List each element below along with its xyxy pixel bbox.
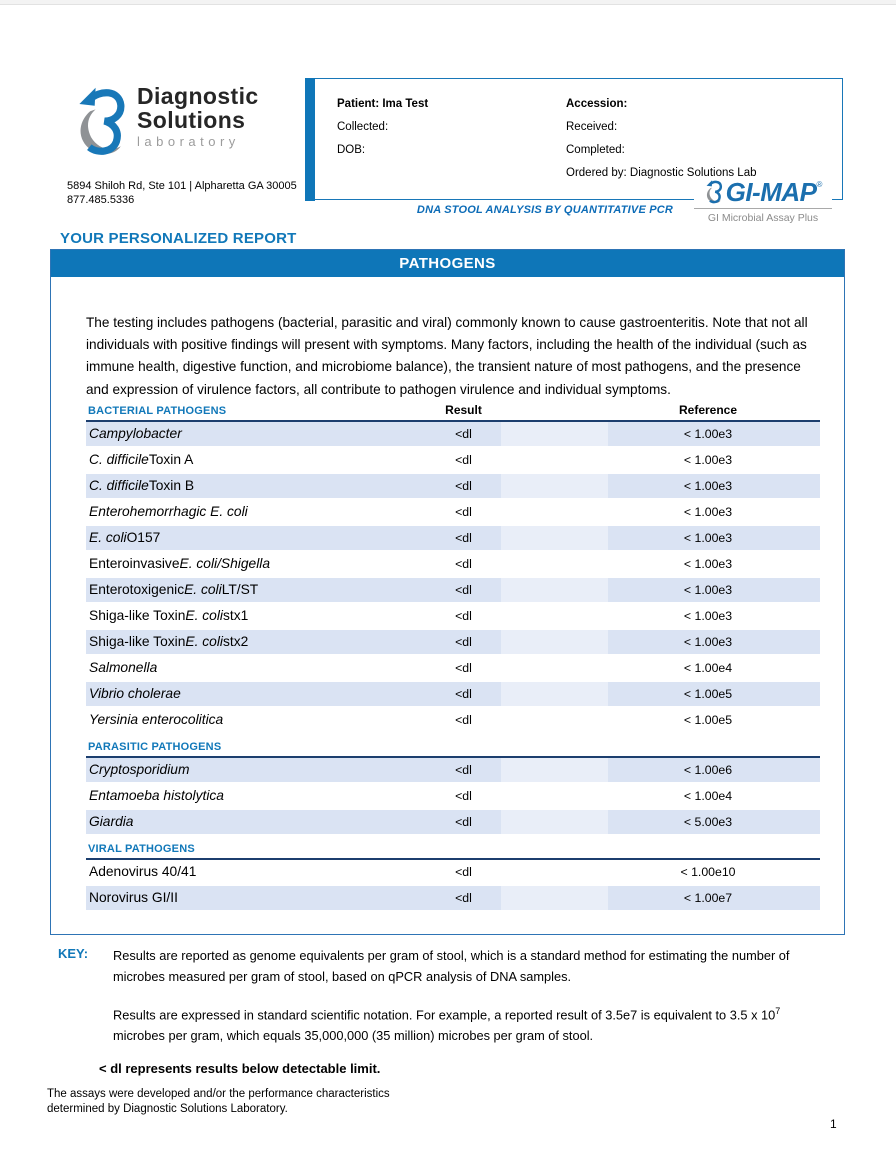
table-row: [86, 474, 820, 498]
row-spacer: [501, 758, 608, 782]
reference-value: < 1.00e3: [608, 630, 820, 654]
reference-value: < 1.00e10: [680, 864, 736, 879]
pathogen-name: Salmonella: [89, 660, 158, 676]
reference-value: < 1.00e3: [608, 578, 820, 602]
table-row: [86, 758, 820, 782]
pathogen-name: Campylobacter: [86, 422, 426, 446]
result-value: <dl: [455, 608, 472, 623]
pathogen-name: Adenovirus 40/41: [89, 864, 197, 880]
reference-value: < 1.00e5: [608, 682, 820, 706]
section-header: [86, 741, 820, 758]
section-label: PARASITIC PATHOGENS: [88, 740, 222, 753]
gimap-tagline: GI Microbial Assay Plus: [707, 212, 819, 224]
intro-paragraph: The testing includes pathogens (bacterial, parasitic and viral) commonly known to cause gastroenteritis. Note that not all individuals with positive findings will present with symptoms. Many factors, including the health of the individual (such as immune health, digestive function, and microbiome balance), the transient nature of most pathogens, and the presence and expression of virulence factors, all contribute to pathogen virulence and individual symptoms.: [86, 315, 808, 397]
result-value: <dl: [426, 630, 501, 654]
row-spacer: [501, 656, 608, 680]
panel-body: [51, 312, 844, 910]
accession-line: Accession:: [566, 98, 628, 110]
row-spacer: [501, 886, 608, 910]
reference-value: < 1.00e3: [683, 452, 733, 467]
logo-word-laboratory: laboratory: [137, 134, 240, 149]
result-value: <dl: [426, 810, 501, 834]
section-header: [86, 403, 820, 422]
table-row: [86, 860, 820, 884]
table-row: [86, 552, 820, 576]
page-title: YOUR PERSONALIZED REPORT: [60, 230, 297, 247]
row-spacer: [501, 682, 608, 706]
pathogen-name: C. difficile Toxin A: [89, 452, 194, 468]
result-value: <dl: [455, 452, 472, 467]
table-row: [86, 784, 820, 808]
key-paragraph-2: Results are expressed in standard scientific notation. For example, a reported result of 3.5e7 is equivalent to 3.5 x $10^7$ microbes per gram, which equals 35,000,000 (35 million) microbes per gram of stool.: [113, 1006, 781, 1043]
row-spacer: [501, 708, 608, 732]
row-spacer: [501, 630, 608, 654]
result-value: <dl: [426, 758, 501, 782]
key-section: [99, 946, 825, 1080]
result-value: <dl: [455, 504, 472, 519]
table-row: [86, 526, 820, 550]
table-row: [86, 886, 820, 910]
table-row: [86, 682, 820, 706]
table-row: [86, 578, 820, 602]
panel-title: PATHOGENS: [51, 250, 844, 277]
patient-info-right-column: [566, 93, 757, 185]
collected-line: Collected:: [337, 121, 389, 133]
row-spacer: [501, 604, 608, 628]
row-spacer: [501, 448, 608, 472]
received-line: Received:: [566, 121, 618, 133]
table-row: [86, 656, 820, 680]
page-number: 1: [830, 1117, 837, 1131]
pathogen-name: Entamoeba histolytica: [89, 788, 224, 804]
logo-word-diagnostic: Diagnostic: [137, 83, 259, 109]
table-row: [86, 630, 820, 654]
result-value: <dl: [455, 556, 472, 571]
result-value: <dl: [426, 682, 501, 706]
logo-word-solutions: Solutions: [137, 107, 246, 133]
pathogen-name: Giardia: [86, 810, 426, 834]
pathogen-name: Enterotoxigenic E. coli LT/ST: [86, 578, 426, 602]
reference-value: < 1.00e3: [608, 526, 820, 550]
patient-info-left-column: [337, 93, 428, 162]
row-spacer: [501, 810, 608, 834]
pathogens-table: [86, 403, 820, 910]
result-value: <dl: [426, 474, 501, 498]
reference-value: < 1.00e3: [608, 474, 820, 498]
dob-line: DOB:: [337, 144, 366, 156]
table-row: [86, 604, 820, 628]
pathogen-name: Shiga-like Toxin E. coli stx1: [89, 608, 249, 624]
reference-value: < 1.00e5: [683, 712, 733, 727]
result-value: <dl: [455, 864, 472, 879]
pathogen-name: Yersinia enterocolitica: [89, 712, 224, 728]
table-row: [86, 448, 820, 472]
pathogen-name: Vibrio cholerae: [86, 682, 426, 706]
key-paragraph-1: Results are reported as genome equivalents per gram of stool, which is a standard method for estimating the number of microbes measured per gram of stool, based on qPCR analysis of DNA samples.: [113, 948, 790, 984]
patient-box-accent-bar: [305, 78, 315, 201]
completed-line: Completed:: [566, 144, 625, 156]
reference-value: < 1.00e6: [608, 758, 820, 782]
gimap-wordmark: GI-MAP: [725, 177, 817, 207]
row-spacer: [501, 422, 608, 446]
row-spacer: [501, 474, 608, 498]
result-value: <dl: [426, 526, 501, 550]
key-note: < dl represents results below detectable limit.: [99, 1061, 381, 1077]
footer-disclaimer: [47, 1087, 390, 1116]
dsl-logo-text: [137, 84, 259, 149]
gimap-swoosh-icon: [704, 179, 724, 205]
section-header: [86, 843, 820, 860]
reference-column-header: Reference: [678, 402, 738, 417]
result-column-header: Result: [445, 402, 482, 417]
pathogens-panel: [50, 249, 845, 935]
ordered-by-line: Ordered by: Diagnostic Solutions Lab: [566, 167, 757, 179]
reference-value: < 1.00e4: [683, 788, 733, 803]
reference-value: < 5.00e3: [608, 810, 820, 834]
row-spacer: [501, 860, 608, 884]
report-subtitle: DNA STOOL ANALYSIS BY QUANTITATIVE PCR: [416, 204, 674, 216]
row-spacer: [501, 552, 608, 576]
lab-address: [67, 180, 297, 207]
table-row: [86, 708, 820, 732]
table-row: [86, 810, 820, 834]
row-spacer: [501, 784, 608, 808]
gimap-divider: [694, 208, 832, 209]
pathogen-name: E. coli O157: [86, 526, 426, 550]
registered-mark: ®: [816, 180, 823, 189]
key-label: KEY:: [58, 946, 89, 961]
phone-line: 877.485.5336: [67, 193, 135, 206]
result-value: <dl: [426, 578, 501, 602]
table-row: [86, 422, 820, 446]
reference-value: < 1.00e3: [683, 608, 733, 623]
reference-value: < 1.00e4: [683, 660, 733, 675]
pathogen-name: Shiga-like Toxin E. coli stx2: [86, 630, 426, 654]
table-row: [86, 500, 820, 524]
footer-line: determined by Diagnostic Solutions Laboratory.: [47, 1102, 288, 1115]
page-edge: [0, 0, 896, 5]
row-spacer: [501, 578, 608, 602]
reference-value: < 1.00e3: [608, 422, 820, 446]
result-value: <dl: [426, 886, 501, 910]
section-label: BACTERIAL PATHOGENS: [88, 404, 227, 417]
pathogen-name: Norovirus GI/II: [86, 886, 426, 910]
pathogen-name: Enterohemorrhagic E. coli: [89, 504, 248, 520]
pathogen-name: Cryptosporidium: [86, 758, 426, 782]
row-spacer: [501, 526, 608, 550]
diagnostic-solutions-logo: [74, 84, 259, 160]
pathogen-name: Enteroinvasive E. coli/Shigella: [89, 556, 270, 572]
reference-value: < 1.00e3: [683, 504, 733, 519]
reference-value: < 1.00e3: [683, 556, 733, 571]
result-value: <dl: [426, 422, 501, 446]
reference-value: < 1.00e7: [608, 886, 820, 910]
footer-line: The assays were developed and/or the performance characteristics: [47, 1088, 390, 1100]
result-value: <dl: [455, 788, 472, 803]
result-value: <dl: [455, 712, 472, 727]
row-spacer: [501, 500, 608, 524]
dsl-logo-mark-icon: [74, 84, 128, 160]
result-value: <dl: [455, 660, 472, 675]
gimap-logo: [694, 179, 832, 224]
address-line: 5894 Shiloh Rd, Ste 101 | Alpharetta GA 30005: [67, 180, 297, 192]
section-label: VIRAL PATHOGENS: [88, 842, 195, 855]
patient-name-line: Patient: Ima Test: [337, 98, 429, 110]
pathogen-name: C. difficile Toxin B: [86, 474, 426, 498]
